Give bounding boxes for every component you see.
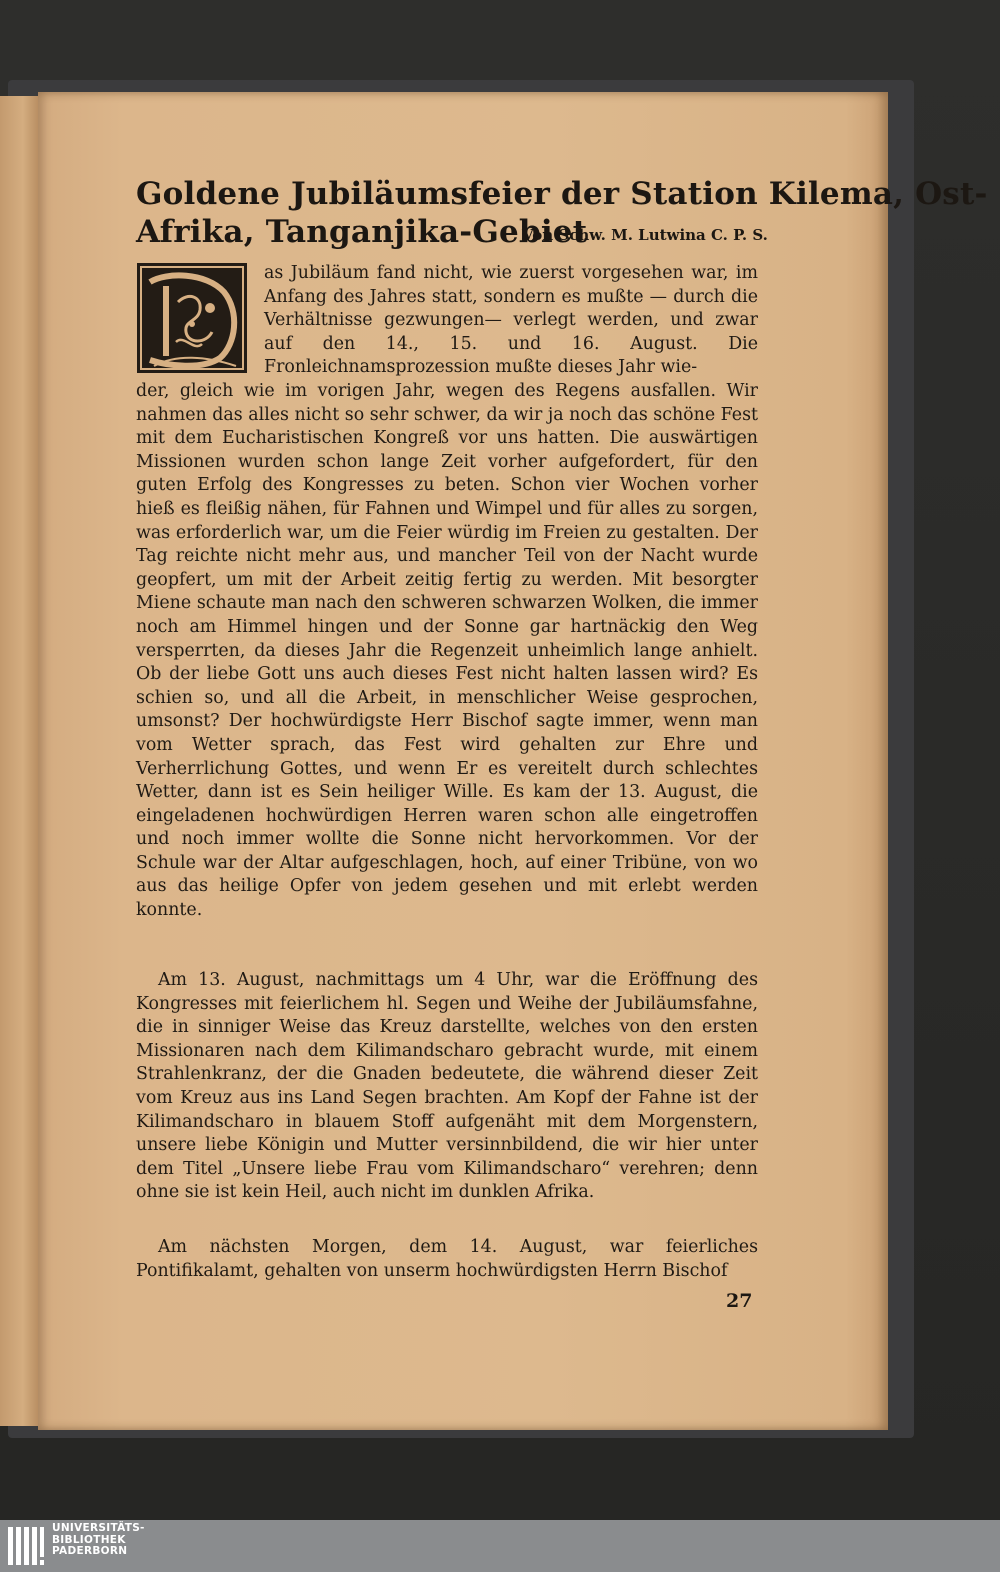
article-title-line-1: Goldene Jubiläumsfeier der Station Kilema, Ost- — [136, 176, 988, 212]
facing-page-edge — [0, 96, 38, 1426]
ornamental-initial — [136, 262, 248, 374]
paragraph-3: Am nächsten Morgen, dem 14. August, war feierliches Pontifikalamt, gehalten von unserm hochwürdigsten Herrn Bischof — [136, 1237, 758, 1281]
article-byline: Von Schw. M. Lutwina C. P. S. — [522, 226, 768, 244]
library-footer-bar — [0, 1520, 1000, 1572]
library-logo-icon — [6, 1523, 46, 1569]
paragraph-1-intro: as Jubiläum fand nicht, wie zuerst vorgesehen war, im Anfang des Jahres statt, sondern es mußte — durch die Verhältnisse gezwungen— verlegt werden, und zwar auf den 14., 15. und 16. August. Die Fronleichnamsprozession mußte dieses Jahr wie- — [264, 263, 758, 378]
paragraph-2: Am 13. August, nachmittags um 4 Uhr, war die Eröffnung des Kongresses mit feierlichem hl. Segen und Weihe der Jubiläumsfahne, die in sinniger Weise das Kreuz darstellte, welches von den ersten Missionaren nach dem Kilimandscharo gebracht wurde, mit einem Strahlenkranz, der die Gnaden bedeutete, die während dieser Zeit vom Kreuz aus ins Land Segen brachten. Am Kopf der Fahne ist der Kilimandscharo in blauem Stoff aufgenäht mit dem Morgenstern, unsere liebe Königin und Mutter versinnbildend, die wir hier unter dem Titel „Unsere liebe Frau vom Kilimandscharo“ verehren; denn ohne sie ist kein Heil, auch nicht im dunklen Afrika. — [136, 970, 758, 1203]
article-title-line-2: Afrika, Tanganjika-Gebiet — [136, 214, 588, 250]
library-name-line-1: UNIVERSITÄTS- — [52, 1522, 145, 1534]
paragraph-1-continued: der, gleich wie im vorigen Jahr, wegen des Regens ausfallen. Wir nahmen das alles nicht so sehr schwer, da wir ja noch das schöne Fest mit dem Eucharistischen Kongreß vor uns hatten. Die auswärtigen Missionen wurden schon lange Zeit vorher aufgefordert, für den guten Erfolg des Kongresses zu beten. Schon vier Wochen vorher hieß es fleißig nähen, für Fahnen und Wimpel und für alles zu sorgen, was erforderlich war, um die Feier würdig im Freien zu gestalten. Der Tag reichte nicht mehr aus, und mancher Teil von der Nacht wurde geopfert, um mit der Arbeit zeitig fertig zu werden. Mit besorgter Miene schaute man nach den schweren schwarzen Wolken, die immer noch am Himmel hingen und der Sonne gar hartnäckig den Weg versperrten, da dieses Jahr die Regenzeit unheimlich lange anhielt. Ob der liebe Gott uns auch dieses Fest nicht halten lassen wird? Es schien so, und all die Arbeit, in menschlicher Weise gesprochen, umsonst? Der hochwürdigste Herr Bischof sagte immer, wenn man vom Wetter sprach, das Fest wird gehalten zur Ehre und Verherrlichung Gottes, und wenn Er es vereitelt durch schlechtes Wetter, dann ist es Sein heiliger Wille. Es kam der 13. August, die eingeladenen hochwürdigen Herren waren schon alle eingetroffen und noch immer wollte die Sonne nicht hervorkommen. Vor der Schule war der Altar aufgeschlagen, hoch, auf einer Tribüne, von wo aus das heilige Opfer von jedem gesehen und mit erlebt werden konnte. — [136, 381, 758, 921]
library-name-line-3: PADERBORN — [52, 1545, 128, 1557]
library-name — [52, 1523, 145, 1558]
library-name-line-2: BIBLIOTHEK — [52, 1533, 126, 1546]
page-number: 27 — [726, 1290, 753, 1312]
